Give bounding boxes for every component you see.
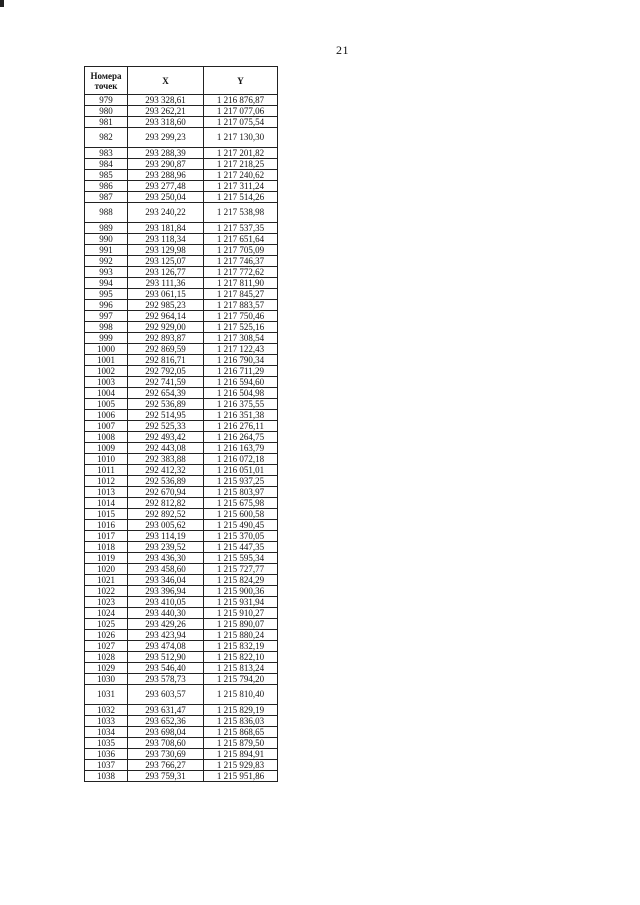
cell-point-number: 1023 <box>85 597 128 608</box>
cell-y: 1 217 705,09 <box>204 245 278 256</box>
cell-point-number: 997 <box>85 311 128 322</box>
table-row <box>85 498 278 509</box>
cell-point-number: 996 <box>85 300 128 311</box>
table-row <box>85 771 278 782</box>
cell-x: 293 318,60 <box>128 117 204 128</box>
table-row <box>85 454 278 465</box>
cell-y: 1 217 772,62 <box>204 267 278 278</box>
cell-y: 1 217 122,43 <box>204 344 278 355</box>
table-row <box>85 410 278 421</box>
cell-point-number: 987 <box>85 192 128 203</box>
cell-y: 1 215 727,77 <box>204 564 278 575</box>
table-row <box>85 520 278 531</box>
cell-point-number: 980 <box>85 106 128 117</box>
cell-y: 1 216 276,11 <box>204 421 278 432</box>
cell-point-number: 1000 <box>85 344 128 355</box>
cell-y: 1 217 308,54 <box>204 333 278 344</box>
table-row <box>85 159 278 170</box>
cell-x: 293 429,26 <box>128 619 204 630</box>
cell-point-number: 998 <box>85 322 128 333</box>
cell-x: 292 654,39 <box>128 388 204 399</box>
cell-point-number: 1024 <box>85 608 128 619</box>
cell-x: 292 383,88 <box>128 454 204 465</box>
table-row <box>85 421 278 432</box>
table-row <box>85 95 278 106</box>
cell-point-number: 1022 <box>85 586 128 597</box>
cell-y: 1 217 537,35 <box>204 223 278 234</box>
cell-point-number: 1011 <box>85 465 128 476</box>
cell-point-number: 992 <box>85 256 128 267</box>
cell-x: 293 512,90 <box>128 652 204 663</box>
cell-y: 1 217 077,06 <box>204 106 278 117</box>
cell-x: 292 816,71 <box>128 355 204 366</box>
cell-point-number: 1019 <box>85 553 128 564</box>
cell-y: 1 215 937,25 <box>204 476 278 487</box>
cell-y: 1 217 811,90 <box>204 278 278 289</box>
table-row <box>85 388 278 399</box>
cell-point-number: 993 <box>85 267 128 278</box>
table-row <box>85 256 278 267</box>
cell-x: 292 670,94 <box>128 487 204 498</box>
cell-x: 292 812,82 <box>128 498 204 509</box>
table-row <box>85 760 278 771</box>
cell-x: 292 985,23 <box>128 300 204 311</box>
cell-point-number: 1002 <box>85 366 128 377</box>
cell-point-number: 981 <box>85 117 128 128</box>
cell-point-number: 1038 <box>85 771 128 782</box>
cell-y: 1 217 538,98 <box>204 203 278 223</box>
cell-y: 1 216 594,60 <box>204 377 278 388</box>
table-row <box>85 223 278 234</box>
cell-y: 1 215 879,50 <box>204 738 278 749</box>
cell-y: 1 215 929,83 <box>204 760 278 771</box>
cell-x: 293 061,15 <box>128 289 204 300</box>
cell-y: 1 216 163,79 <box>204 443 278 454</box>
cell-x: 292 869,59 <box>128 344 204 355</box>
cell-y: 1 217 750,46 <box>204 311 278 322</box>
table-row <box>85 300 278 311</box>
cell-x: 292 525,33 <box>128 421 204 432</box>
cell-y: 1 217 075,54 <box>204 117 278 128</box>
cell-y: 1 217 201,82 <box>204 148 278 159</box>
cell-y: 1 216 876,87 <box>204 95 278 106</box>
cell-y: 1 215 490,45 <box>204 520 278 531</box>
cell-y: 1 217 746,37 <box>204 256 278 267</box>
cell-x: 292 964,14 <box>128 311 204 322</box>
table-row <box>85 542 278 553</box>
table-row <box>85 509 278 520</box>
scan-corner-mark <box>0 0 4 7</box>
cell-y: 1 217 525,16 <box>204 322 278 333</box>
cell-point-number: 1032 <box>85 705 128 716</box>
cell-point-number: 986 <box>85 181 128 192</box>
cell-point-number: 983 <box>85 148 128 159</box>
cell-point-number: 1036 <box>85 749 128 760</box>
cell-x: 293 250,04 <box>128 192 204 203</box>
cell-x: 293 126,77 <box>128 267 204 278</box>
table-row <box>85 487 278 498</box>
cell-x: 293 299,23 <box>128 128 204 148</box>
header-point-number: Номера точек <box>85 67 128 95</box>
table-row <box>85 443 278 454</box>
cell-x: 293 005,62 <box>128 520 204 531</box>
cell-point-number: 999 <box>85 333 128 344</box>
cell-x: 292 493,42 <box>128 432 204 443</box>
cell-point-number: 1026 <box>85 630 128 641</box>
cell-x: 293 111,36 <box>128 278 204 289</box>
table-row <box>85 117 278 128</box>
cell-x: 293 759,31 <box>128 771 204 782</box>
cell-x: 293 118,34 <box>128 234 204 245</box>
table-row <box>85 575 278 586</box>
table-row <box>85 278 278 289</box>
cell-y: 1 217 311,24 <box>204 181 278 192</box>
cell-point-number: 1028 <box>85 652 128 663</box>
cell-y: 1 215 910,27 <box>204 608 278 619</box>
cell-x: 293 458,60 <box>128 564 204 575</box>
table-row <box>85 619 278 630</box>
cell-point-number: 1017 <box>85 531 128 542</box>
cell-x: 293 396,94 <box>128 586 204 597</box>
table-row <box>85 399 278 410</box>
cell-y: 1 216 072,18 <box>204 454 278 465</box>
cell-x: 292 443,08 <box>128 443 204 454</box>
table-row <box>85 586 278 597</box>
table-row <box>85 476 278 487</box>
cell-point-number: 991 <box>85 245 128 256</box>
cell-point-number: 1007 <box>85 421 128 432</box>
cell-y: 1 216 351,38 <box>204 410 278 421</box>
cell-y: 1 215 880,24 <box>204 630 278 641</box>
cell-point-number: 1020 <box>85 564 128 575</box>
cell-y: 1 217 845,27 <box>204 289 278 300</box>
cell-y: 1 216 264,75 <box>204 432 278 443</box>
table-header-row <box>85 67 278 95</box>
cell-point-number: 1005 <box>85 399 128 410</box>
table-row <box>85 128 278 148</box>
cell-x: 293 240,22 <box>128 203 204 223</box>
cell-point-number: 1034 <box>85 727 128 738</box>
table-row <box>85 377 278 388</box>
table-row <box>85 344 278 355</box>
table-row <box>85 663 278 674</box>
table-row <box>85 531 278 542</box>
table-row <box>85 608 278 619</box>
table-row <box>85 267 278 278</box>
table-row <box>85 181 278 192</box>
cell-y: 1 215 868,65 <box>204 727 278 738</box>
cell-x: 293 766,27 <box>128 760 204 771</box>
table-row <box>85 234 278 245</box>
cell-point-number: 1003 <box>85 377 128 388</box>
table-row <box>85 705 278 716</box>
header-x: X <box>128 67 204 95</box>
coordinates-table <box>84 66 278 782</box>
cell-x: 292 892,52 <box>128 509 204 520</box>
cell-point-number: 1025 <box>85 619 128 630</box>
cell-y: 1 217 883,57 <box>204 300 278 311</box>
cell-point-number: 1029 <box>85 663 128 674</box>
cell-x: 293 290,87 <box>128 159 204 170</box>
table-row <box>85 674 278 685</box>
cell-point-number: 1033 <box>85 716 128 727</box>
table-row <box>85 641 278 652</box>
cell-x: 293 114,19 <box>128 531 204 542</box>
cell-y: 1 215 824,29 <box>204 575 278 586</box>
cell-y: 1 215 813,24 <box>204 663 278 674</box>
cell-y: 1 215 832,19 <box>204 641 278 652</box>
cell-point-number: 994 <box>85 278 128 289</box>
cell-x: 293 181,84 <box>128 223 204 234</box>
cell-y: 1 215 836,03 <box>204 716 278 727</box>
table-row <box>85 366 278 377</box>
cell-point-number: 985 <box>85 170 128 181</box>
table-row <box>85 289 278 300</box>
cell-y: 1 215 370,05 <box>204 531 278 542</box>
cell-y: 1 215 794,20 <box>204 674 278 685</box>
table-row <box>85 727 278 738</box>
table-row <box>85 716 278 727</box>
table-row <box>85 148 278 159</box>
cell-y: 1 215 810,40 <box>204 685 278 705</box>
table-row <box>85 465 278 476</box>
cell-x: 292 893,87 <box>128 333 204 344</box>
cell-point-number: 1016 <box>85 520 128 531</box>
cell-y: 1 216 711,29 <box>204 366 278 377</box>
cell-x: 293 328,61 <box>128 95 204 106</box>
cell-y: 1 215 803,97 <box>204 487 278 498</box>
cell-x: 293 631,47 <box>128 705 204 716</box>
cell-x: 292 536,89 <box>128 476 204 487</box>
cell-point-number: 988 <box>85 203 128 223</box>
cell-y: 1 215 675,98 <box>204 498 278 509</box>
cell-y: 1 215 951,86 <box>204 771 278 782</box>
cell-y: 1 215 829,19 <box>204 705 278 716</box>
cell-point-number: 1014 <box>85 498 128 509</box>
cell-point-number: 1027 <box>85 641 128 652</box>
cell-x: 293 288,39 <box>128 148 204 159</box>
table-row <box>85 630 278 641</box>
cell-point-number: 990 <box>85 234 128 245</box>
cell-y: 1 215 595,34 <box>204 553 278 564</box>
cell-point-number: 1035 <box>85 738 128 749</box>
cell-y: 1 216 375,55 <box>204 399 278 410</box>
cell-point-number: 1031 <box>85 685 128 705</box>
table-row <box>85 170 278 181</box>
cell-x: 293 603,57 <box>128 685 204 705</box>
cell-x: 293 436,30 <box>128 553 204 564</box>
cell-y: 1 215 894,91 <box>204 749 278 760</box>
table-row <box>85 738 278 749</box>
cell-x: 293 708,60 <box>128 738 204 749</box>
page-number: 21 <box>336 43 349 57</box>
cell-point-number: 1037 <box>85 760 128 771</box>
cell-x: 293 698,04 <box>128 727 204 738</box>
cell-x: 292 412,32 <box>128 465 204 476</box>
cell-y: 1 216 504,98 <box>204 388 278 399</box>
cell-x: 292 536,89 <box>128 399 204 410</box>
cell-point-number: 1008 <box>85 432 128 443</box>
cell-x: 293 277,48 <box>128 181 204 192</box>
table-row <box>85 652 278 663</box>
cell-point-number: 1013 <box>85 487 128 498</box>
table-row <box>85 553 278 564</box>
cell-point-number: 984 <box>85 159 128 170</box>
table-row <box>85 322 278 333</box>
cell-x: 292 929,00 <box>128 322 204 333</box>
cell-y: 1 216 790,34 <box>204 355 278 366</box>
cell-point-number: 1018 <box>85 542 128 553</box>
cell-point-number: 982 <box>85 128 128 148</box>
table-row <box>85 245 278 256</box>
table-row <box>85 192 278 203</box>
cell-x: 292 792,05 <box>128 366 204 377</box>
cell-x: 293 730,69 <box>128 749 204 760</box>
cell-x: 292 514,95 <box>128 410 204 421</box>
cell-y: 1 215 447,35 <box>204 542 278 553</box>
table-row <box>85 333 278 344</box>
cell-y: 1 217 218,25 <box>204 159 278 170</box>
cell-x: 293 423,94 <box>128 630 204 641</box>
cell-y: 1 215 900,36 <box>204 586 278 597</box>
cell-y: 1 217 651,64 <box>204 234 278 245</box>
table-row <box>85 203 278 223</box>
table-row <box>85 749 278 760</box>
cell-y: 1 215 822,10 <box>204 652 278 663</box>
cell-point-number: 1021 <box>85 575 128 586</box>
cell-point-number: 989 <box>85 223 128 234</box>
cell-x: 293 440,30 <box>128 608 204 619</box>
table-row <box>85 106 278 117</box>
cell-y: 1 217 240,62 <box>204 170 278 181</box>
header-y: Y <box>204 67 278 95</box>
cell-x: 293 474,08 <box>128 641 204 652</box>
cell-point-number: 1001 <box>85 355 128 366</box>
cell-x: 293 346,04 <box>128 575 204 586</box>
cell-y: 1 217 130,30 <box>204 128 278 148</box>
cell-x: 293 578,73 <box>128 674 204 685</box>
cell-x: 293 652,36 <box>128 716 204 727</box>
cell-point-number: 1006 <box>85 410 128 421</box>
cell-x: 293 262,21 <box>128 106 204 117</box>
cell-y: 1 215 890,07 <box>204 619 278 630</box>
cell-point-number: 1030 <box>85 674 128 685</box>
cell-point-number: 1010 <box>85 454 128 465</box>
table-row <box>85 355 278 366</box>
cell-x: 293 129,98 <box>128 245 204 256</box>
cell-x: 293 288,96 <box>128 170 204 181</box>
cell-x: 293 125,07 <box>128 256 204 267</box>
table-row <box>85 597 278 608</box>
cell-x: 293 410,05 <box>128 597 204 608</box>
table-row <box>85 311 278 322</box>
table-row <box>85 564 278 575</box>
cell-y: 1 215 931,94 <box>204 597 278 608</box>
cell-point-number: 1004 <box>85 388 128 399</box>
cell-x: 293 239,52 <box>128 542 204 553</box>
cell-x: 292 741,59 <box>128 377 204 388</box>
cell-point-number: 979 <box>85 95 128 106</box>
cell-x: 293 546,40 <box>128 663 204 674</box>
cell-point-number: 1015 <box>85 509 128 520</box>
cell-point-number: 1009 <box>85 443 128 454</box>
cell-y: 1 217 514,26 <box>204 192 278 203</box>
cell-point-number: 995 <box>85 289 128 300</box>
cell-y: 1 216 051,01 <box>204 465 278 476</box>
cell-point-number: 1012 <box>85 476 128 487</box>
cell-y: 1 215 600,58 <box>204 509 278 520</box>
table-row <box>85 685 278 705</box>
table-row <box>85 432 278 443</box>
